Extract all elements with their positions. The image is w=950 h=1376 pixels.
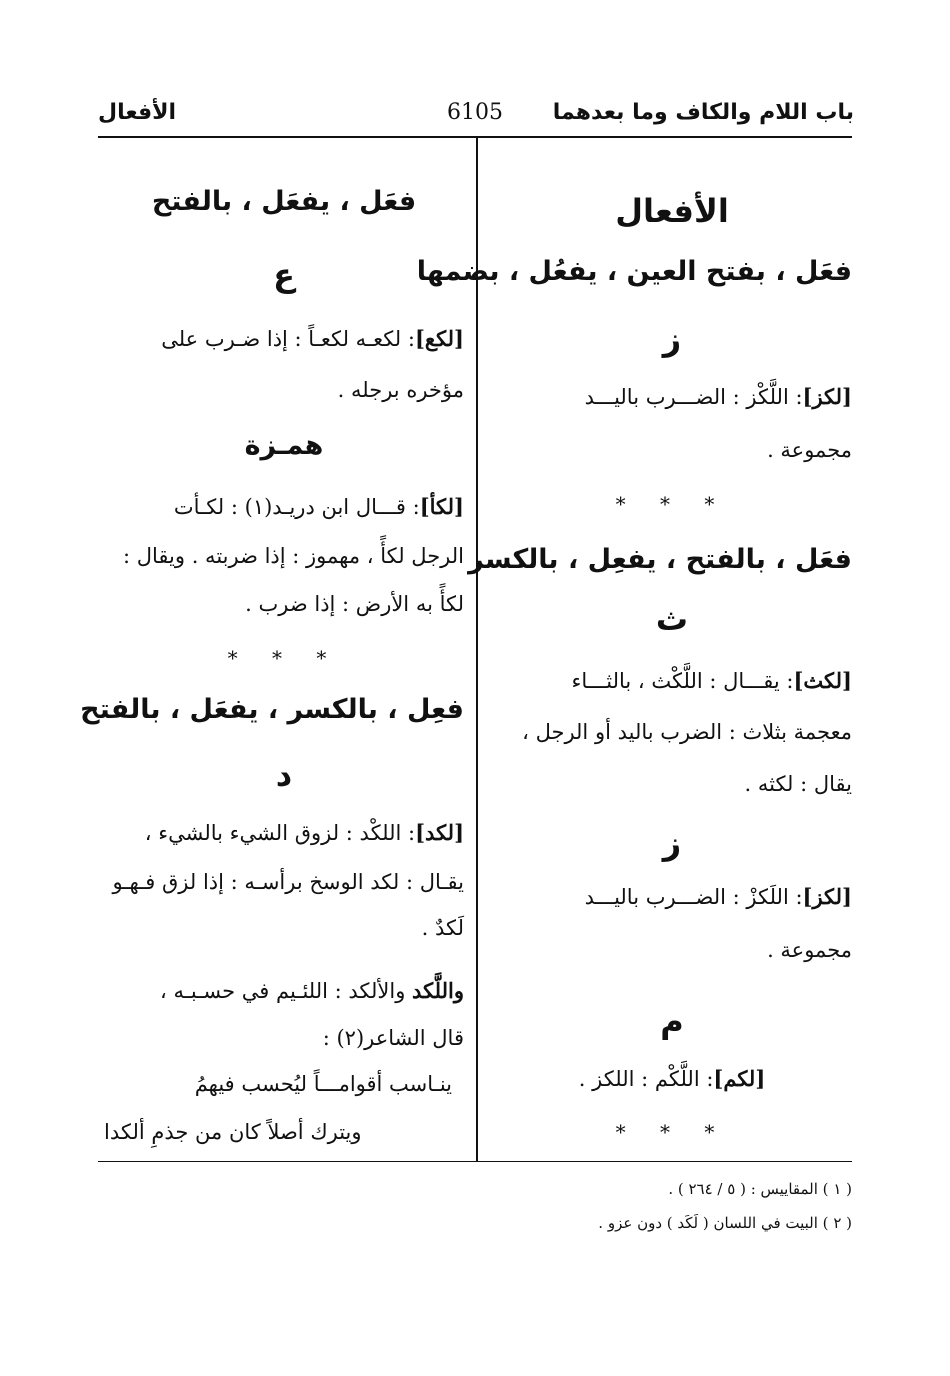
entry-headword: واللَّكد	[412, 978, 464, 1003]
entry-line: لكأً به الأرض : إذا ضرب .	[245, 592, 464, 616]
entry-headword: [لكث]	[793, 668, 852, 693]
letter-heading: ز	[662, 824, 682, 862]
entry-text: : قـــال ابن دريـد(١) : لكـأت	[173, 495, 420, 519]
entry-headword: [لكم]	[713, 1066, 766, 1091]
entry-text: : اللَّكْم : اللكز .	[578, 1067, 714, 1091]
entry-headword: [لكد]	[415, 820, 464, 845]
entry-text: : لكعـه لكعـاً : إذا ضـرب على	[161, 327, 415, 351]
entry-headword: [لكأ]	[419, 494, 464, 519]
letter-heading: ث	[655, 600, 689, 638]
entry-line	[104, 978, 464, 1003]
entry-line: الرجل لكأً ، مهموز : إذا ضربته . ويقال :	[123, 544, 464, 568]
footnote: ( ١ ) المقاييس : ( ٥ / ٢٦٤ ) .	[668, 1180, 852, 1198]
section-separator: * * *	[227, 646, 341, 670]
entry-line	[104, 820, 464, 845]
entry-headword: [لكع]	[414, 326, 464, 351]
footnote: ( ٢ ) البيت في اللسان ( لَكَد ) دون عزو .	[598, 1214, 852, 1232]
column-divider	[476, 137, 478, 1161]
verse-line: ينـاسب أقوامـــاً ليُحسب فيهمُ	[194, 1072, 452, 1096]
entry-text: : اللَكزْ : الضـــرب باليـــد	[584, 885, 803, 909]
footnote-rule	[98, 1161, 852, 1162]
entry-text: والألكد : اللئـيم في حسـبـه ،	[160, 979, 413, 1003]
entry-headword: [لكز]	[802, 384, 852, 409]
entry-line	[492, 384, 852, 409]
entry-line	[492, 668, 852, 693]
entry-text: : اللَّكْز : الضـــرب باليـــد	[584, 385, 803, 409]
section-title: الأفعال	[615, 192, 729, 230]
entry-headword: [لكز]	[802, 884, 852, 909]
entry-text: : يقـــال : اللَّكْث ، بالثـــاء	[571, 669, 794, 693]
entry-line: يقـال : لكد الوسخ برأسـه : إذا لزق فـهـو	[112, 870, 464, 894]
entry-line	[492, 884, 852, 909]
entry-line: مجموعة .	[767, 938, 852, 962]
sub-heading: فعِل ، بالكسر ، يفعَل ، بالفتح	[80, 694, 464, 725]
sub-heading: فعَل ، بالفتح ، يفعِل ، بالكسر	[468, 544, 852, 575]
verse-line: ويترك أصلاً كان من جذمِ ألكدا	[104, 1120, 362, 1144]
entry-line: يقال : لكثه .	[744, 772, 852, 796]
letter-heading: م	[660, 1002, 684, 1040]
sub-heading: فعَل ، يفعَل ، بالفتح	[151, 186, 417, 217]
entry-line	[492, 1066, 852, 1091]
entry-line: قال الشاعر(٢) :	[322, 1026, 464, 1050]
letter-heading: ز	[662, 320, 682, 358]
entry-line: مؤخره برجله .	[337, 378, 464, 402]
entry-line	[104, 326, 464, 351]
section-title: همـزة	[244, 430, 324, 461]
header-chapter-title: الأفعال	[98, 100, 177, 125]
entry-line: مجموعة .	[767, 438, 852, 462]
entry-line	[104, 494, 464, 519]
header-section-title: باب اللام والكاف وما بعدهما	[552, 100, 854, 125]
header-rule	[98, 136, 852, 138]
page-number: 6105	[447, 100, 503, 125]
entry-line: لَكدٌ .	[421, 916, 464, 940]
section-separator: * * *	[615, 1120, 729, 1144]
sub-heading: فعَل ، بفتح العين ، يفعُل ، بضمها	[416, 256, 852, 287]
entry-line: معجمة بثلاث : الضرب باليد أو الرجل ،	[522, 720, 852, 744]
letter-heading: ع	[273, 256, 295, 294]
letter-heading: د	[275, 756, 293, 794]
section-separator: * * *	[615, 492, 729, 516]
entry-text: : اللكْد : لزوق الشيء بالشيء ،	[144, 821, 416, 845]
